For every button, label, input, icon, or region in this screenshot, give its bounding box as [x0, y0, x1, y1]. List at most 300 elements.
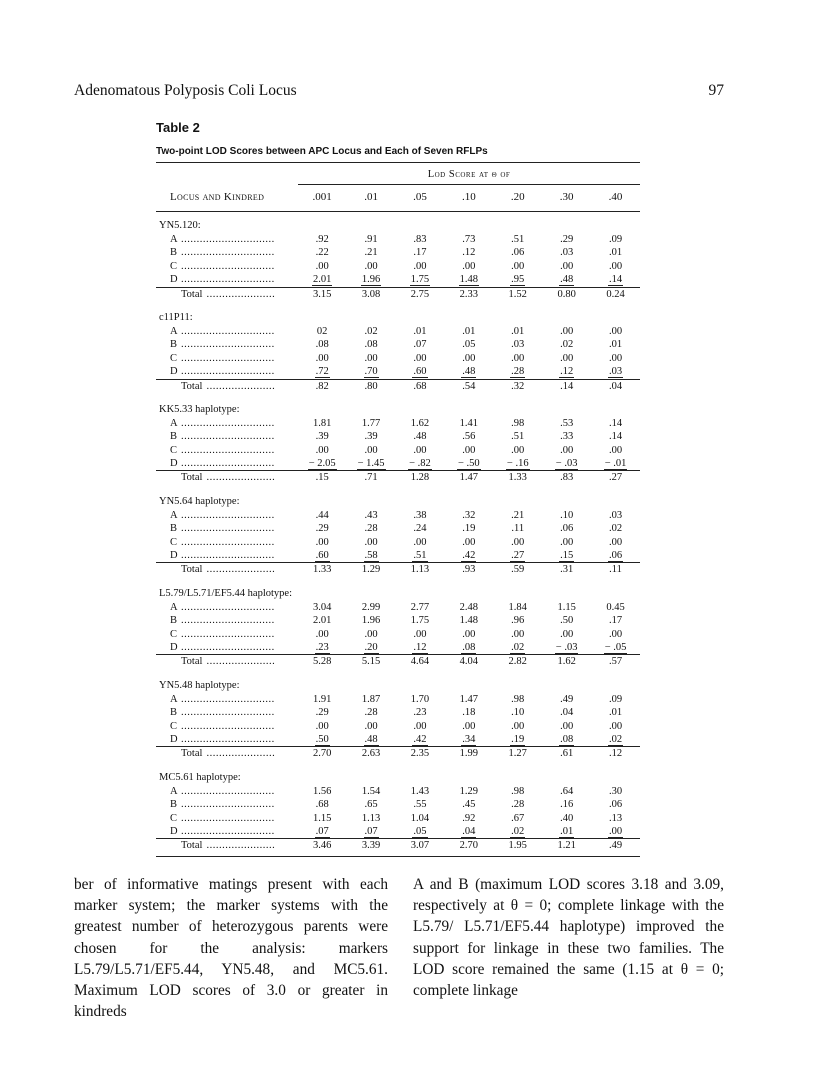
total-value: 1.95: [508, 840, 527, 852]
lod-value: .48: [364, 733, 378, 745]
lod-value: − .16: [506, 458, 529, 470]
table-row: [156, 417, 640, 430]
lod-value: .32: [462, 509, 476, 521]
kindred-label: D: [170, 733, 178, 745]
lod-value-cell: [591, 338, 640, 351]
lod-value: 1.56: [312, 785, 332, 797]
lod-value: .11: [511, 523, 525, 535]
table-row: [156, 338, 640, 351]
lod-value: .39: [315, 431, 329, 443]
kindred-label: C: [170, 812, 178, 824]
lod-value: 02: [316, 325, 328, 337]
table-row: [156, 233, 640, 246]
lod-value: − .03: [555, 641, 578, 653]
lod-value-cell: [493, 522, 542, 535]
lod-value-cell: [493, 233, 542, 246]
total-cell: [156, 288, 298, 301]
lod-value-cell: [591, 417, 640, 430]
total-value: 5.28: [312, 656, 332, 668]
kindred-cell: [156, 785, 298, 798]
table-row: [156, 798, 640, 811]
lod-value: .00: [413, 536, 427, 548]
lod-value: .00: [364, 720, 378, 732]
lod-value: .13: [608, 812, 623, 824]
lod-value-cell: [591, 365, 640, 378]
lod-value: .00: [462, 352, 476, 364]
lod-value: .23: [413, 707, 427, 719]
lod-value: .00: [364, 628, 378, 640]
theta-header: .30: [559, 191, 574, 203]
lod-value: .12: [413, 641, 427, 653]
lod-value: .56: [462, 431, 476, 443]
lod-value: .12: [462, 247, 476, 259]
leader-dots: ..............................: [181, 628, 275, 640]
row-header: Locus and Kindred: [170, 191, 265, 203]
leader-dots: ..............................: [181, 234, 275, 245]
lod-value: 1.81: [312, 417, 332, 429]
total-cell: [156, 563, 298, 576]
locus-title: YN5.48 haplotype:: [159, 679, 240, 691]
lod-value-cell: [347, 601, 396, 614]
lod-value: .00: [315, 628, 329, 640]
lod-value: .06: [511, 247, 525, 259]
table-row: [156, 614, 640, 627]
lod-value: .60: [315, 550, 329, 562]
leader-dots: ..............................: [181, 366, 275, 378]
lod-value-cell: [298, 273, 347, 286]
theta-header: .20: [510, 191, 525, 203]
kindred-label: B: [170, 247, 178, 259]
total-row: [156, 470, 640, 484]
leader-dots: ......................: [206, 380, 276, 392]
kindred-label: C: [170, 628, 178, 640]
lod-value: .00: [511, 720, 525, 732]
kindred-label: D: [170, 366, 178, 378]
total-label: Total: [181, 472, 203, 484]
lod-value: .28: [511, 799, 525, 811]
lod-value: .00: [413, 352, 427, 364]
lod-value-cell: [347, 628, 396, 641]
total-cell: [156, 471, 298, 484]
kindred-cell: [156, 273, 298, 286]
kindred-cell: [156, 352, 298, 365]
total-value: .93: [462, 564, 476, 576]
locus-title: KK5.33 haplotype:: [159, 403, 240, 415]
total-value: 3.39: [361, 840, 381, 852]
lod-value: .64: [560, 785, 574, 797]
total-value: .27: [608, 472, 623, 484]
lod-value: .01: [462, 325, 476, 337]
lod-value-cell: [347, 706, 396, 719]
lod-value: .33: [560, 431, 574, 443]
table-row: [156, 457, 640, 470]
lod-value: .00: [511, 444, 525, 456]
lod-value: .18: [462, 707, 476, 719]
lod-value-cell: [591, 233, 640, 246]
kindred-cell: [156, 457, 298, 470]
lod-value: .00: [608, 720, 623, 732]
theta-header: .001: [312, 191, 332, 203]
total-value: 1.27: [508, 748, 527, 760]
table-row: [156, 733, 640, 746]
lod-value: .24: [413, 523, 427, 535]
leader-dots: ..............................: [181, 417, 275, 429]
lod-value: .95: [511, 274, 525, 286]
total-value: 4.64: [410, 656, 430, 668]
table-row: [156, 628, 640, 641]
kindred-cell: [156, 825, 298, 838]
lod-value: .98: [511, 417, 525, 429]
lod-value-cell: [444, 812, 493, 825]
leader-dots: ..............................: [181, 720, 275, 732]
lod-value-cell: [493, 273, 542, 286]
kindred-cell: [156, 509, 298, 522]
lod-value-cell: [444, 720, 493, 733]
lod-score-table: [156, 162, 640, 857]
lod-value-cell: [493, 601, 542, 614]
lod-value: .10: [560, 509, 574, 521]
lod-value: .00: [511, 352, 525, 364]
lod-value-cell: [396, 246, 445, 259]
total-value: .71: [364, 472, 378, 484]
lod-value-cell: [542, 706, 591, 719]
total-value: 1.99: [459, 748, 479, 760]
locus-title: c11P11:: [159, 311, 193, 323]
lod-value: .92: [462, 812, 476, 824]
kindred-cell: [156, 798, 298, 811]
lod-value-cell: [542, 273, 591, 286]
lod-value: .40: [560, 812, 574, 824]
kindred-cell: [156, 260, 298, 273]
kindred-label: D: [170, 641, 178, 653]
table-bottom-rule: [156, 856, 640, 857]
total-value: 2.75: [410, 288, 430, 300]
lod-value-cell: [542, 260, 591, 273]
lod-value-cell: [396, 365, 445, 378]
lod-value-cell: [591, 641, 640, 654]
lod-value: 1.41: [459, 417, 479, 429]
locus-title: MC5.61 haplotype:: [159, 771, 241, 783]
lod-value: 1.47: [459, 693, 479, 705]
lod-value: 1.96: [361, 274, 381, 286]
lod-value: .70: [364, 366, 378, 378]
lod-value: .06: [560, 523, 574, 535]
lod-value: .17: [608, 615, 623, 627]
kindred-cell: [156, 706, 298, 719]
lod-value: .03: [560, 247, 574, 259]
leader-dots: ..............................: [181, 799, 275, 811]
lod-value: .00: [608, 628, 623, 640]
lod-value-cell: [347, 733, 396, 746]
lod-value: − .05: [604, 641, 627, 653]
lod-value-cell: [444, 430, 493, 443]
lod-value: .50: [560, 615, 574, 627]
lod-value-cell: [542, 457, 591, 470]
kindred-cell: [156, 417, 298, 430]
lod-value: .00: [511, 628, 525, 640]
lod-value-cell: [493, 430, 542, 443]
lod-value-cell: [444, 338, 493, 351]
locus-title: YN5.64 haplotype:: [159, 495, 240, 507]
lod-value-cell: [542, 549, 591, 562]
lod-value-cell: [396, 444, 445, 457]
kindred-label: B: [170, 707, 178, 719]
lod-value: .28: [511, 366, 525, 378]
lod-value-cell: [542, 798, 591, 811]
table-header: [156, 163, 640, 211]
table-row: [156, 549, 640, 562]
lod-value-cell: [591, 693, 640, 706]
lod-value: .00: [364, 352, 378, 364]
lod-value-cell: [347, 260, 396, 273]
lod-value-cell: [493, 614, 542, 627]
lod-value-cell: [396, 457, 445, 470]
lod-value: .08: [462, 641, 476, 653]
lod-value: .00: [462, 628, 476, 640]
lod-value-cell: [493, 733, 542, 746]
total-value: 0.80: [557, 288, 576, 300]
total-value: 2.63: [361, 748, 381, 760]
lod-value: .09: [608, 234, 623, 245]
lod-value: .02: [608, 523, 623, 535]
lod-value-cell: [444, 457, 493, 470]
lod-value-cell: [347, 338, 396, 351]
lod-value: 1.04: [410, 812, 430, 824]
leader-dots: ..............................: [181, 812, 275, 824]
kindred-cell: [156, 246, 298, 259]
leader-dots: ......................: [206, 288, 276, 300]
lod-value-cell: [591, 430, 640, 443]
lod-value: .96: [511, 615, 525, 627]
lod-value-cell: [298, 733, 347, 746]
lod-value-cell: [396, 536, 445, 549]
lod-value: .91: [364, 234, 378, 245]
lod-value-cell: [591, 825, 640, 838]
lod-value: .98: [511, 785, 525, 797]
lod-value-cell: [298, 601, 347, 614]
leader-dots: ..............................: [181, 509, 275, 521]
kindred-cell: [156, 733, 298, 746]
lod-value-cell: [347, 457, 396, 470]
total-value: 0.24: [606, 288, 625, 300]
kindred-cell: [156, 536, 298, 549]
lod-value-cell: [298, 798, 347, 811]
leader-dots: ..............................: [181, 247, 275, 259]
leader-dots: ......................: [206, 564, 276, 576]
lod-value-cell: [444, 614, 493, 627]
lod-value: .51: [413, 550, 427, 562]
table-row: [156, 273, 640, 286]
kindred-label: A: [170, 417, 178, 429]
lod-value-cell: [591, 601, 640, 614]
lod-value-cell: [396, 720, 445, 733]
lod-value-cell: [591, 325, 640, 338]
lod-value-cell: [298, 522, 347, 535]
total-cell: [156, 380, 298, 393]
total-value: 1.28: [410, 472, 430, 484]
lod-value: .00: [560, 720, 574, 732]
kindred-label: B: [170, 615, 178, 627]
lod-value-cell: [591, 812, 640, 825]
kindred-label: A: [170, 325, 178, 337]
leader-dots: ..............................: [181, 444, 275, 456]
total-cell: [156, 655, 298, 668]
lod-value: .00: [608, 444, 623, 456]
lod-value-cell: [298, 628, 347, 641]
leader-dots: ......................: [206, 840, 276, 852]
lod-value-cell: [493, 509, 542, 522]
lod-value-cell: [396, 430, 445, 443]
total-row: [156, 746, 640, 760]
total-value: 1.13: [410, 564, 430, 576]
lod-value: .00: [560, 260, 574, 272]
lod-value: 1.48: [459, 615, 479, 627]
lod-value-cell: [542, 430, 591, 443]
leader-dots: ......................: [206, 656, 276, 668]
lod-value: .28: [364, 523, 378, 535]
lod-value: − .82: [409, 458, 431, 470]
table-body: [156, 212, 640, 856]
lod-value-cell: [396, 693, 445, 706]
lod-value-cell: [298, 693, 347, 706]
lod-value: .00: [608, 352, 623, 364]
lod-value-cell: [396, 260, 445, 273]
locus-title: L5.79/L5.71/EF5.44 haplotype:: [159, 587, 292, 599]
lod-value-cell: [396, 798, 445, 811]
leader-dots: ..............................: [181, 785, 275, 797]
total-row: [156, 838, 640, 852]
lod-value: .02: [560, 339, 574, 351]
total-value: .04: [608, 380, 623, 392]
lod-value: .03: [608, 509, 623, 521]
lod-value-cell: [444, 536, 493, 549]
table-row: [156, 706, 640, 719]
leader-dots: ..............................: [181, 825, 275, 837]
lod-value: .14: [608, 274, 623, 286]
lod-value: .01: [608, 247, 623, 259]
total-value: .68: [413, 380, 427, 392]
lod-value: .83: [413, 234, 427, 245]
lod-value: .16: [560, 799, 574, 811]
kindred-label: D: [170, 274, 178, 286]
locus-title: YN5.120:: [159, 220, 201, 231]
leader-dots: ..............................: [181, 260, 275, 272]
lod-value-cell: [591, 549, 640, 562]
lod-value: .07: [315, 825, 329, 837]
lod-value-cell: [298, 812, 347, 825]
lod-value-cell: [347, 365, 396, 378]
lod-value: .03: [608, 366, 623, 378]
lod-value-cell: [298, 457, 347, 470]
lod-value: .21: [364, 247, 378, 259]
lod-value-cell: [298, 246, 347, 259]
lod-value-cell: [347, 444, 396, 457]
lod-value: .67: [511, 812, 525, 824]
table-row: [156, 365, 640, 378]
lod-value-cell: [298, 509, 347, 522]
table-label: Table 2: [156, 120, 200, 135]
lod-value-cell: [591, 273, 640, 286]
total-value: 2.70: [459, 840, 479, 852]
total-value: .82: [315, 380, 329, 392]
lod-value-cell: [298, 325, 347, 338]
lod-value-cell: [396, 338, 445, 351]
total-label: Total: [181, 656, 203, 668]
lod-value-cell: [493, 338, 542, 351]
table-section: [156, 304, 640, 396]
kindred-label: C: [170, 720, 178, 732]
lod-value-cell: [591, 614, 640, 627]
total-value: 1.62: [557, 656, 576, 668]
lod-value-cell: [591, 352, 640, 365]
total-value: .80: [364, 380, 378, 392]
lod-value-cell: [444, 641, 493, 654]
leader-dots: ..............................: [181, 707, 275, 719]
lod-value-cell: [396, 509, 445, 522]
lod-value: .05: [462, 339, 476, 351]
lod-value: .27: [511, 550, 525, 562]
table-row: [156, 260, 640, 273]
lod-value: .68: [315, 799, 329, 811]
lod-value: .42: [462, 550, 476, 562]
lod-value-cell: [493, 352, 542, 365]
lod-value-cell: [298, 430, 347, 443]
lod-value-cell: [542, 246, 591, 259]
span-header-rule: [298, 184, 640, 185]
lod-value: .29: [560, 234, 574, 245]
lod-value-cell: [347, 641, 396, 654]
lod-value: .00: [315, 260, 329, 272]
lod-value: 0.45: [606, 601, 625, 613]
lod-value: .44: [315, 509, 329, 521]
lod-value: .06: [608, 550, 623, 562]
lod-value: .00: [364, 444, 378, 456]
lod-value-cell: [542, 785, 591, 798]
lod-value: 1.29: [459, 785, 479, 797]
lod-value: .23: [315, 641, 329, 653]
total-value: .12: [608, 748, 623, 760]
lod-value-cell: [493, 825, 542, 838]
leader-dots: ..............................: [181, 339, 275, 351]
total-value: 2.35: [410, 748, 430, 760]
lod-value-cell: [591, 706, 640, 719]
lod-value: .00: [560, 325, 574, 337]
kindred-label: C: [170, 352, 178, 364]
lod-value-cell: [591, 246, 640, 259]
total-value: .14: [560, 380, 574, 392]
lod-value: 1.70: [410, 693, 430, 705]
leader-dots: ..............................: [181, 536, 275, 548]
lod-value: .04: [462, 825, 476, 837]
lod-value-cell: [444, 706, 493, 719]
body-text-left-column: ber of informative matings present with each marker system; the marker systems with the greatest number of heterozygous parents were chosen for the analysis: markers L5.79/L5.71/EF5.44, YN5.48, and MC5.61. Maximum LOD scores of 3.0 or greater in kindreds: [74, 876, 388, 1021]
lod-value-cell: [298, 338, 347, 351]
kindred-label: D: [170, 458, 178, 470]
lod-value-cell: [591, 628, 640, 641]
kindred-label: C: [170, 444, 178, 456]
lod-value: .14: [608, 431, 623, 443]
lod-value: 2.01: [312, 615, 332, 627]
lod-value-cell: [396, 628, 445, 641]
lod-value-cell: [298, 260, 347, 273]
lod-value-cell: [347, 522, 396, 535]
total-cell: [156, 839, 298, 852]
lod-value-cell: [347, 614, 396, 627]
lod-value-cell: [298, 365, 347, 378]
table-row: [156, 444, 640, 457]
lod-value: .17: [413, 247, 427, 259]
lod-value: .00: [608, 260, 623, 272]
